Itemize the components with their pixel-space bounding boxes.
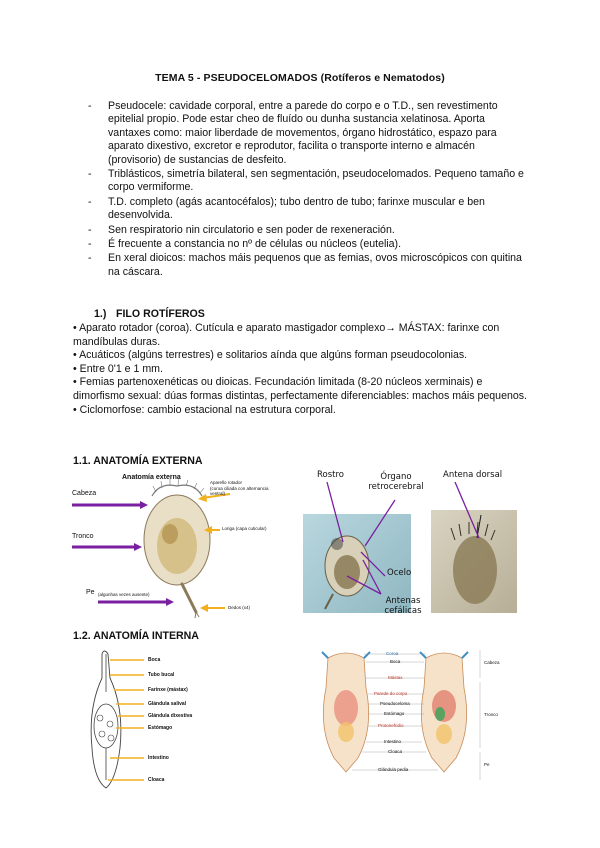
label-pe: Pe <box>86 589 95 596</box>
label-estomago-2: Estómago <box>384 711 405 716</box>
label-boca-2: Boca <box>390 659 401 664</box>
label-cloaca-2: Cloaca <box>388 749 403 754</box>
label-pe-note: (algunhas vezes ausente) <box>98 592 150 597</box>
bullet-item: - En xeral dioicos: machos máis pequenos que as femias, ovos microscópicos con quitina na cáscara. <box>88 252 528 279</box>
label-glandula-pedia: Glándula pedia <box>378 767 409 772</box>
label-antena-dorsal: Antena dorsal <box>443 470 503 480</box>
feature-item: • Aparato rotador (coroa). Cutícula e aparato mastigador complexo→ MÁSTAX: farinxe con mandíbulas duras. <box>73 322 500 348</box>
label-lorica: Loriga (capa cuticular) <box>222 526 267 531</box>
intro-bullet-list <box>88 100 528 280</box>
label-boca: Boca <box>148 657 161 663</box>
label-rostro: Rostro <box>317 470 344 480</box>
label-organo: Órgano retrocerebral <box>368 472 424 492</box>
bullet-item: - É frecuente a constancia no nº de células ou núcleos (eutelia). <box>88 238 528 251</box>
subsection-heading-internal: 1.2. ANATOMÍA INTERNA <box>73 630 199 642</box>
bullet-item: - Sen respiratorio nin circulatorio e sen poder de rexeneración. <box>88 224 528 237</box>
label-farinxe: Farinxe (mástax) <box>148 687 188 693</box>
rotifer-feature-list <box>73 322 533 417</box>
label-intestino-2: Intestino <box>384 739 402 744</box>
label-cabeza: Cabeza <box>72 490 97 497</box>
external-anatomy-diagram <box>70 472 285 622</box>
label-tubo-bucal: Tubo bucal <box>148 672 175 678</box>
label-tronco: Tronco <box>72 533 94 540</box>
rotifer-internal-illustration <box>80 648 210 798</box>
label-dixestiva: Glándula dixestiva <box>148 713 193 719</box>
label-dedos: Dedos (x4) <box>228 605 251 610</box>
rotifer-photo-figure <box>303 468 521 623</box>
label-aparello-note: (coroa ciliada con alternancia ventral) <box>210 486 269 496</box>
label-protonefridio: Protonefridio <box>378 723 404 728</box>
label-pe-2: Pe <box>484 762 490 767</box>
feature-item: • Ciclomorfose: cambio estacional na estrutura corporal. <box>73 403 336 416</box>
page-title: TEMA 5 - PSEUDOCELOMADOS (Rotíferos e Nematodos) <box>155 72 445 84</box>
label-tronco-2: Tronco <box>484 712 498 717</box>
label-ocelo: Ocelo <box>387 568 412 578</box>
feature-item: • Entre 0'1 e 1 mm. <box>73 362 163 375</box>
internal-anatomy-line-drawing <box>80 648 210 798</box>
bullet-item: - Pseudocele: cavidade corporal, entre a parede do corpo e o T.D., sen revestimento epitelial propio. Pode estar cheo de fluído ou dunha sustancia xelatinosa. Aporta vantaxes como: maior liberdade de movementos, órgano hidrostático, espazo para aparato dixestivo, excretor e reprodutor, facilita o transporte interno e almacén (provisorio) de sustancias de desfeito. <box>88 100 528 167</box>
internal-anatomy-color-diagram <box>308 648 518 780</box>
label-intestino: Intestino <box>148 755 169 761</box>
section-number: 1.) <box>94 308 107 320</box>
label-parede: Parede do corpo <box>374 691 408 696</box>
label-salival: Glándula salival <box>148 701 187 707</box>
label-cloaca: Cloaca <box>148 777 165 783</box>
label-mastax: Mástax <box>388 675 403 680</box>
label-antenas: Antenas cefálicas <box>384 596 422 616</box>
subsection-heading-external: 1.1. ANATOMÍA EXTERNA <box>73 455 203 467</box>
section-title: FILO ROTÍFEROS <box>116 308 205 320</box>
label-aparello: Aparello rotador <box>210 480 243 485</box>
bullet-item: - T.D. completo (agás acantocéfalos); tubo dentro de tubo; farinxe muscular e ben desenvolvida. <box>88 196 528 223</box>
bullet-item: - Triblásticos, simetría bilateral, sen segmentación, pseudocelomados. Pequeno tamaño e corpo vermiforme. <box>88 168 528 195</box>
label-pseudoceloma: Pseudoceloma <box>380 701 410 706</box>
label-cabeza-2: Cabeza <box>484 660 500 665</box>
diagram-title: Anatomía externa <box>122 474 181 481</box>
feature-item: • Acuáticos (algúns terrestres) e solitarios aínda que algúns forman pseudocolonias. <box>73 349 468 362</box>
feature-item: • Femias partenoxenéticas ou dioicas. Fecundación limitada (8-20 núcleos xerminais) e dimorfismo sexual: dúas formas distintas, perfectamente diferenciables: machos máis pequenos. <box>73 376 527 402</box>
label-coroa: Coroa <box>386 651 399 656</box>
label-estomago: Estómago <box>148 725 173 731</box>
section-heading-rotiferos <box>94 308 205 320</box>
